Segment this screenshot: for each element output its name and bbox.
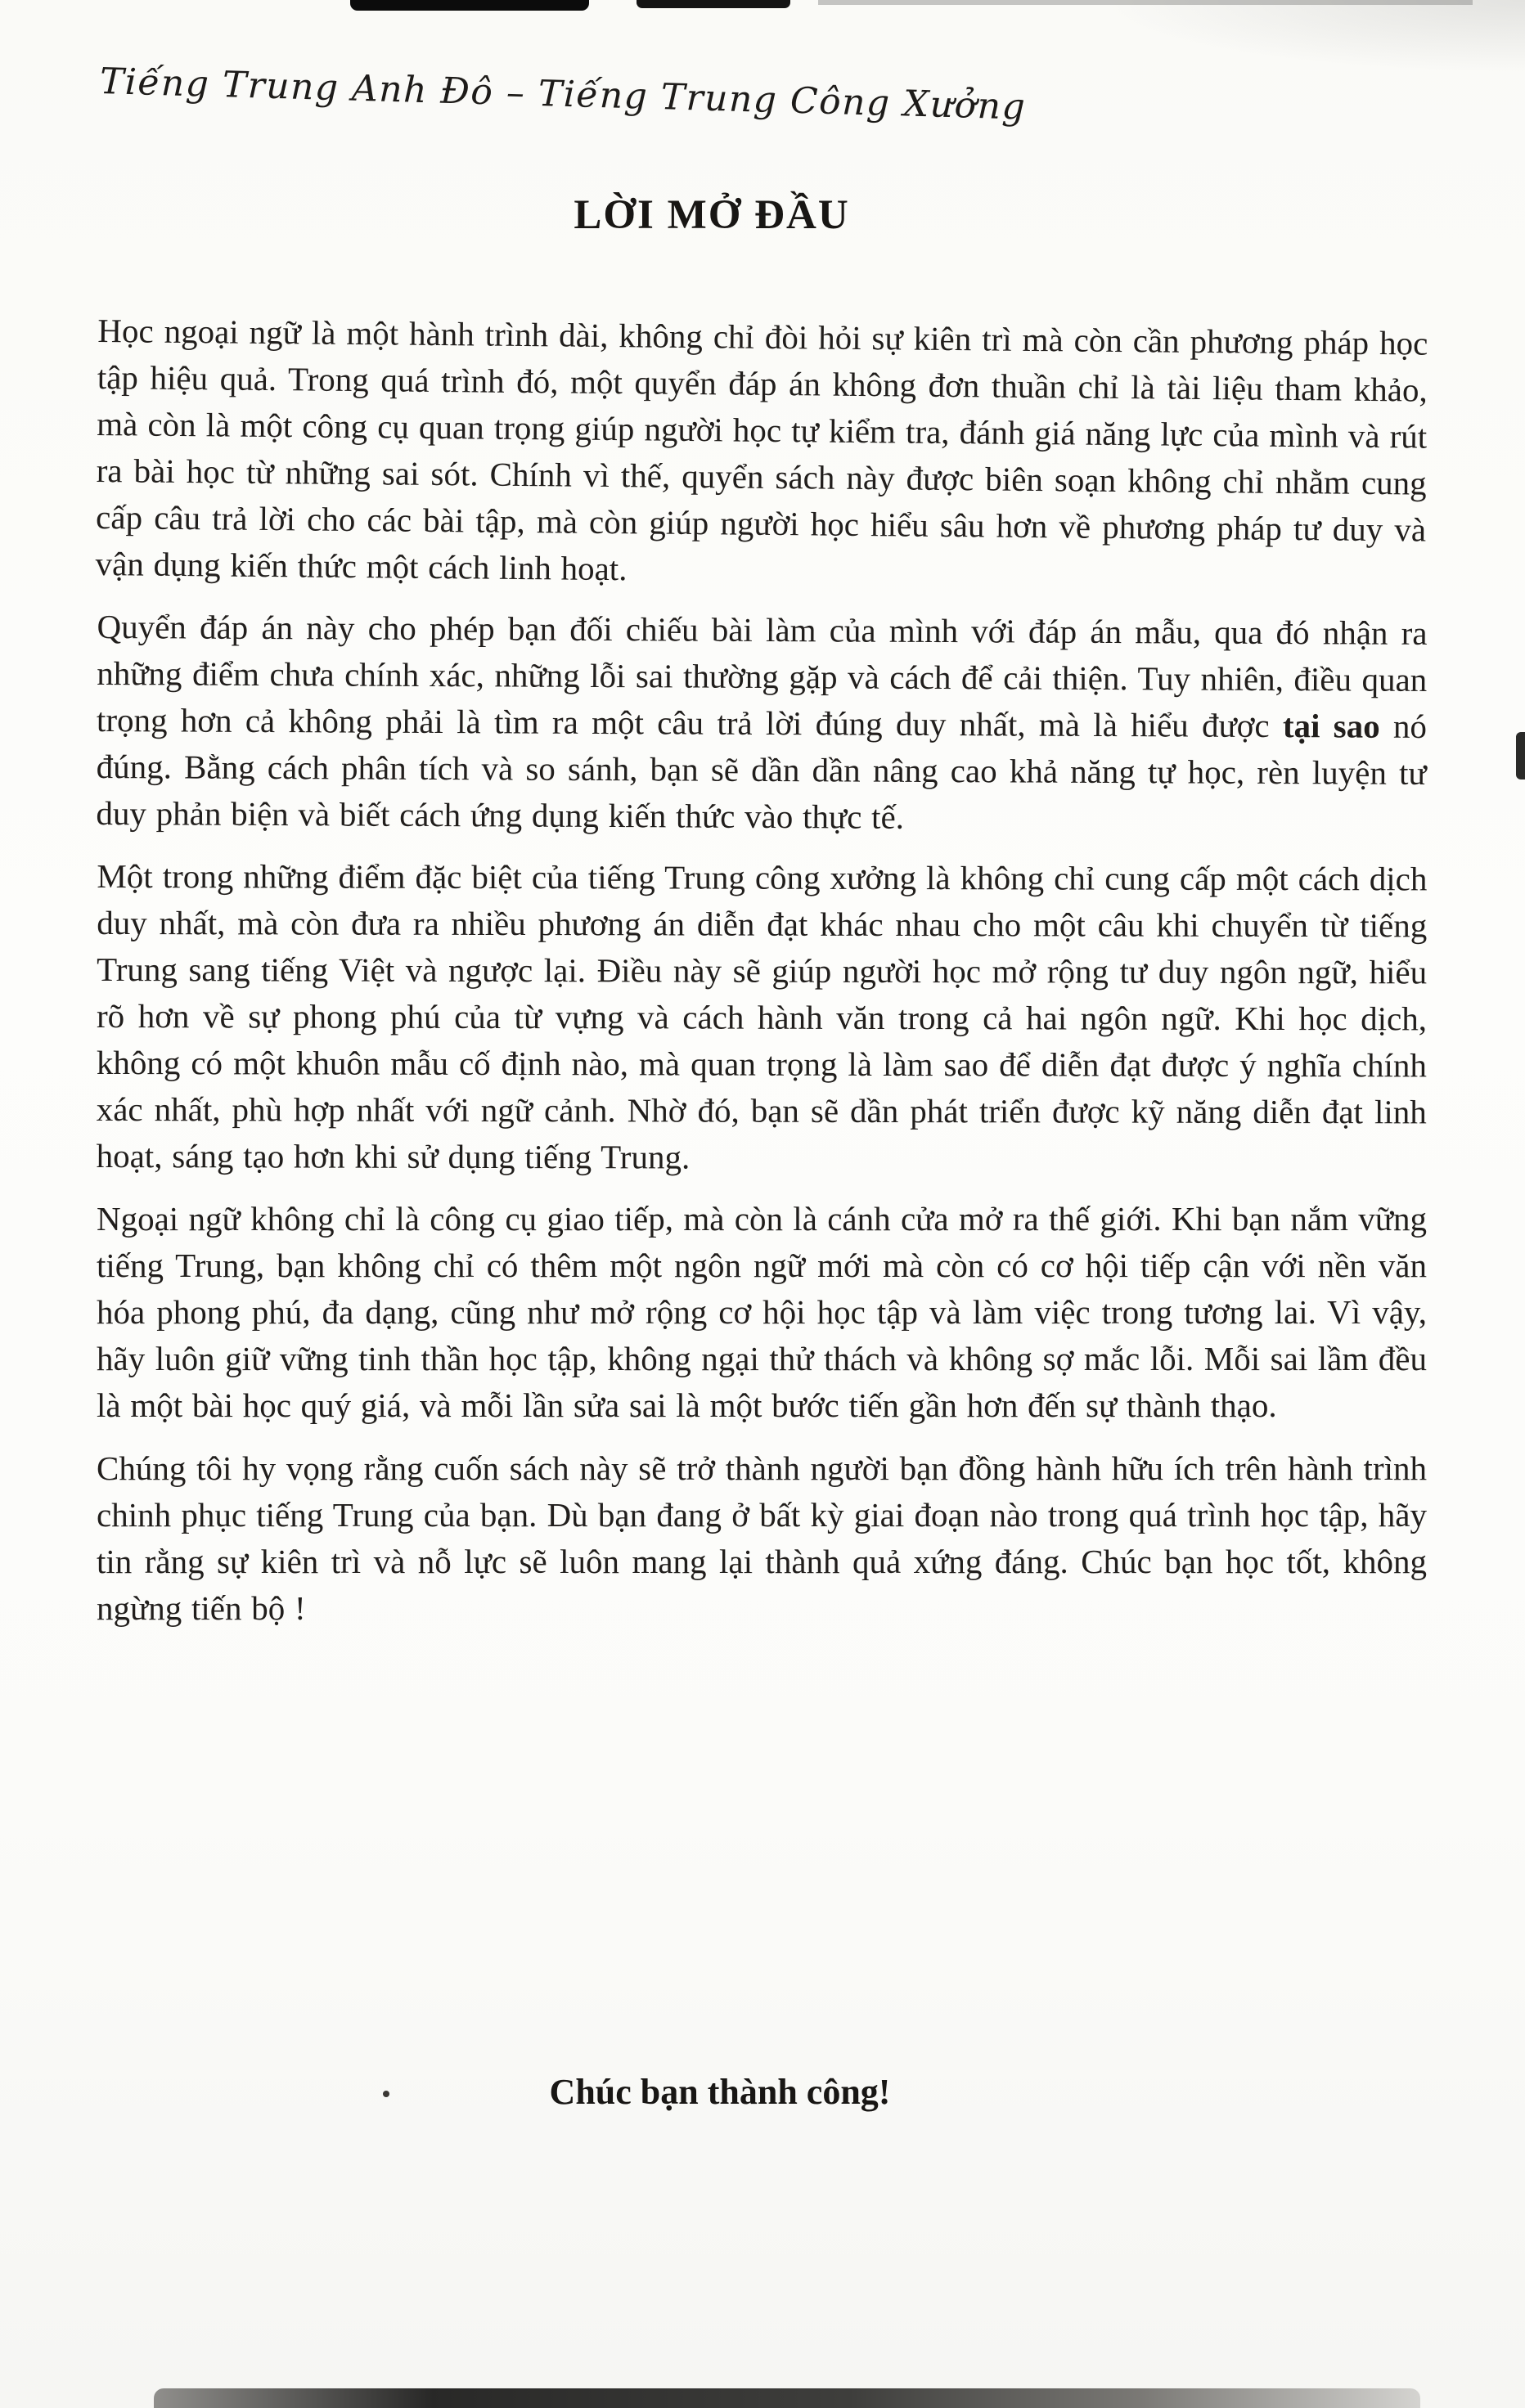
paragraph: Học ngoại ngữ là một hành trình dài, không chỉ đòi hỏi sự kiên trì mà còn cần phương pháp học tập hiệu quả. Trong quá trình đó, một quyển đáp án không đơn thuần chỉ là tài liệu tham khảo, mà còn là một công cụ quan trọng giúp người học tự kiểm tra, đánh giá năng lực của mình và rút ra bài học từ những sai sót. Chính vì thế, quyển sách này được biên soạn không chỉ nhằm cung cấp câu trả lời cho các bài tập, mà còn giúp người học hiểu sâu hơn về phương pháp tư duy và vận dụng kiến thức một cách linh hoạt. (95, 312, 1428, 588)
paragraph-segment: Quyển đáp án này cho phép bạn đối chiếu bài làm của mình với đáp án mẫu, qua đó nhận ra những điểm chưa chính xác, những lỗi sai thường gặp và cách để cải thiện. Tuy nhiên, điều quan trọng hơn cả không phải là tìm ra một câu trả lời đúng duy nhất, mà là hiểu được (96, 608, 1428, 745)
scan-artifact-top-edge (818, 0, 1473, 5)
paragraph: Một trong những điểm đặc biệt của tiếng Trung công xưởng là không chỉ cung cấp một cách dịch duy nhất, mà còn đưa ra nhiều phương án diễn đạt khác nhau cho một câu khi chuyển từ tiếng Trung sang tiếng Việt và ngược lại. Điều này sẽ giúp người học mở rộng tư duy ngôn ngữ, hiểu rõ hơn về sự phong phú của từ vựng và cách hành văn trong cả hai ngôn ngữ. Khi học dịch, không có một khuôn mẫu cố định nào, mà quan trọng là làm sao để diễn đạt được ý nghĩa chính xác nhất, phù hợp nhất với ngữ cảnh. Nhờ đó, bạn sẽ dần phát triển được kỹ năng diễn đạt linh hoạt, sáng tạo hơn khi sử dụng tiếng Trung. (96, 857, 1428, 1176)
paragraph (96, 604, 1427, 843)
paragraph: Ngoại ngữ không chỉ là công cụ giao tiếp, mà còn là cánh cửa mở ra thế giới. Khi bạn nắm vững tiếng Trung, bạn không chỉ có thêm một ngôn ngữ mới mà còn có cơ hội tiếp cận với nền văn hóa phong phú, đa dạng, cũng như mở rộng cơ hội học tập và làm việc trong tương lai. Vì vậy, hãy luôn giữ vững tinh thần học tập, không ngại thử thách và không sợ mắc lỗi. Mỗi sai lầm đều là một bài học quý giá, và mỗi lần sửa sai là một bước tiến gần hơn đến sự thành thạo. (97, 1200, 1427, 1424)
paper-corner-shading (1100, 0, 1525, 74)
book-series-header: Tiếng Trung Anh Đô – Tiếng Trung Công Xưởng (99, 61, 1027, 128)
scan-artifact-top-left (350, 0, 589, 11)
closing-wish: Chúc bạn thành công! (549, 2072, 891, 2112)
paragraph: Chúng tôi hy vọng rằng cuốn sách này sẽ trở thành người bạn đồng hành hữu ích trên hành trình chinh phục tiếng Trung của bạn. Dù bạn đang ở bất kỳ giai đoạn nào trong quá trình học tập, hãy tin rằng sự kiên trì và nỗ lực sẽ luôn mang lại thành quả xứng đáng. Chúc bạn học tốt, không ngừng tiến bộ ! (97, 1449, 1427, 1627)
paragraph-segment: nó đúng. Bằng cách phân tích và so sánh, bạn sẽ dần dần nâng cao khả năng tự học, rèn luyện tư duy phản biện và biết cách ứng dụng kiến thức vào thực tế. (96, 707, 1428, 836)
scan-artifact-right-edge (1516, 732, 1525, 779)
emphasized-phrase: tại sao (1282, 707, 1380, 745)
scan-artifact-bottom-edge (154, 2388, 1420, 2408)
scan-speckle (383, 2091, 389, 2097)
page-title: LỜI MỞ ĐẦU (574, 192, 850, 238)
scan-artifact-top-center (637, 0, 790, 8)
preface-body (97, 308, 1427, 1648)
